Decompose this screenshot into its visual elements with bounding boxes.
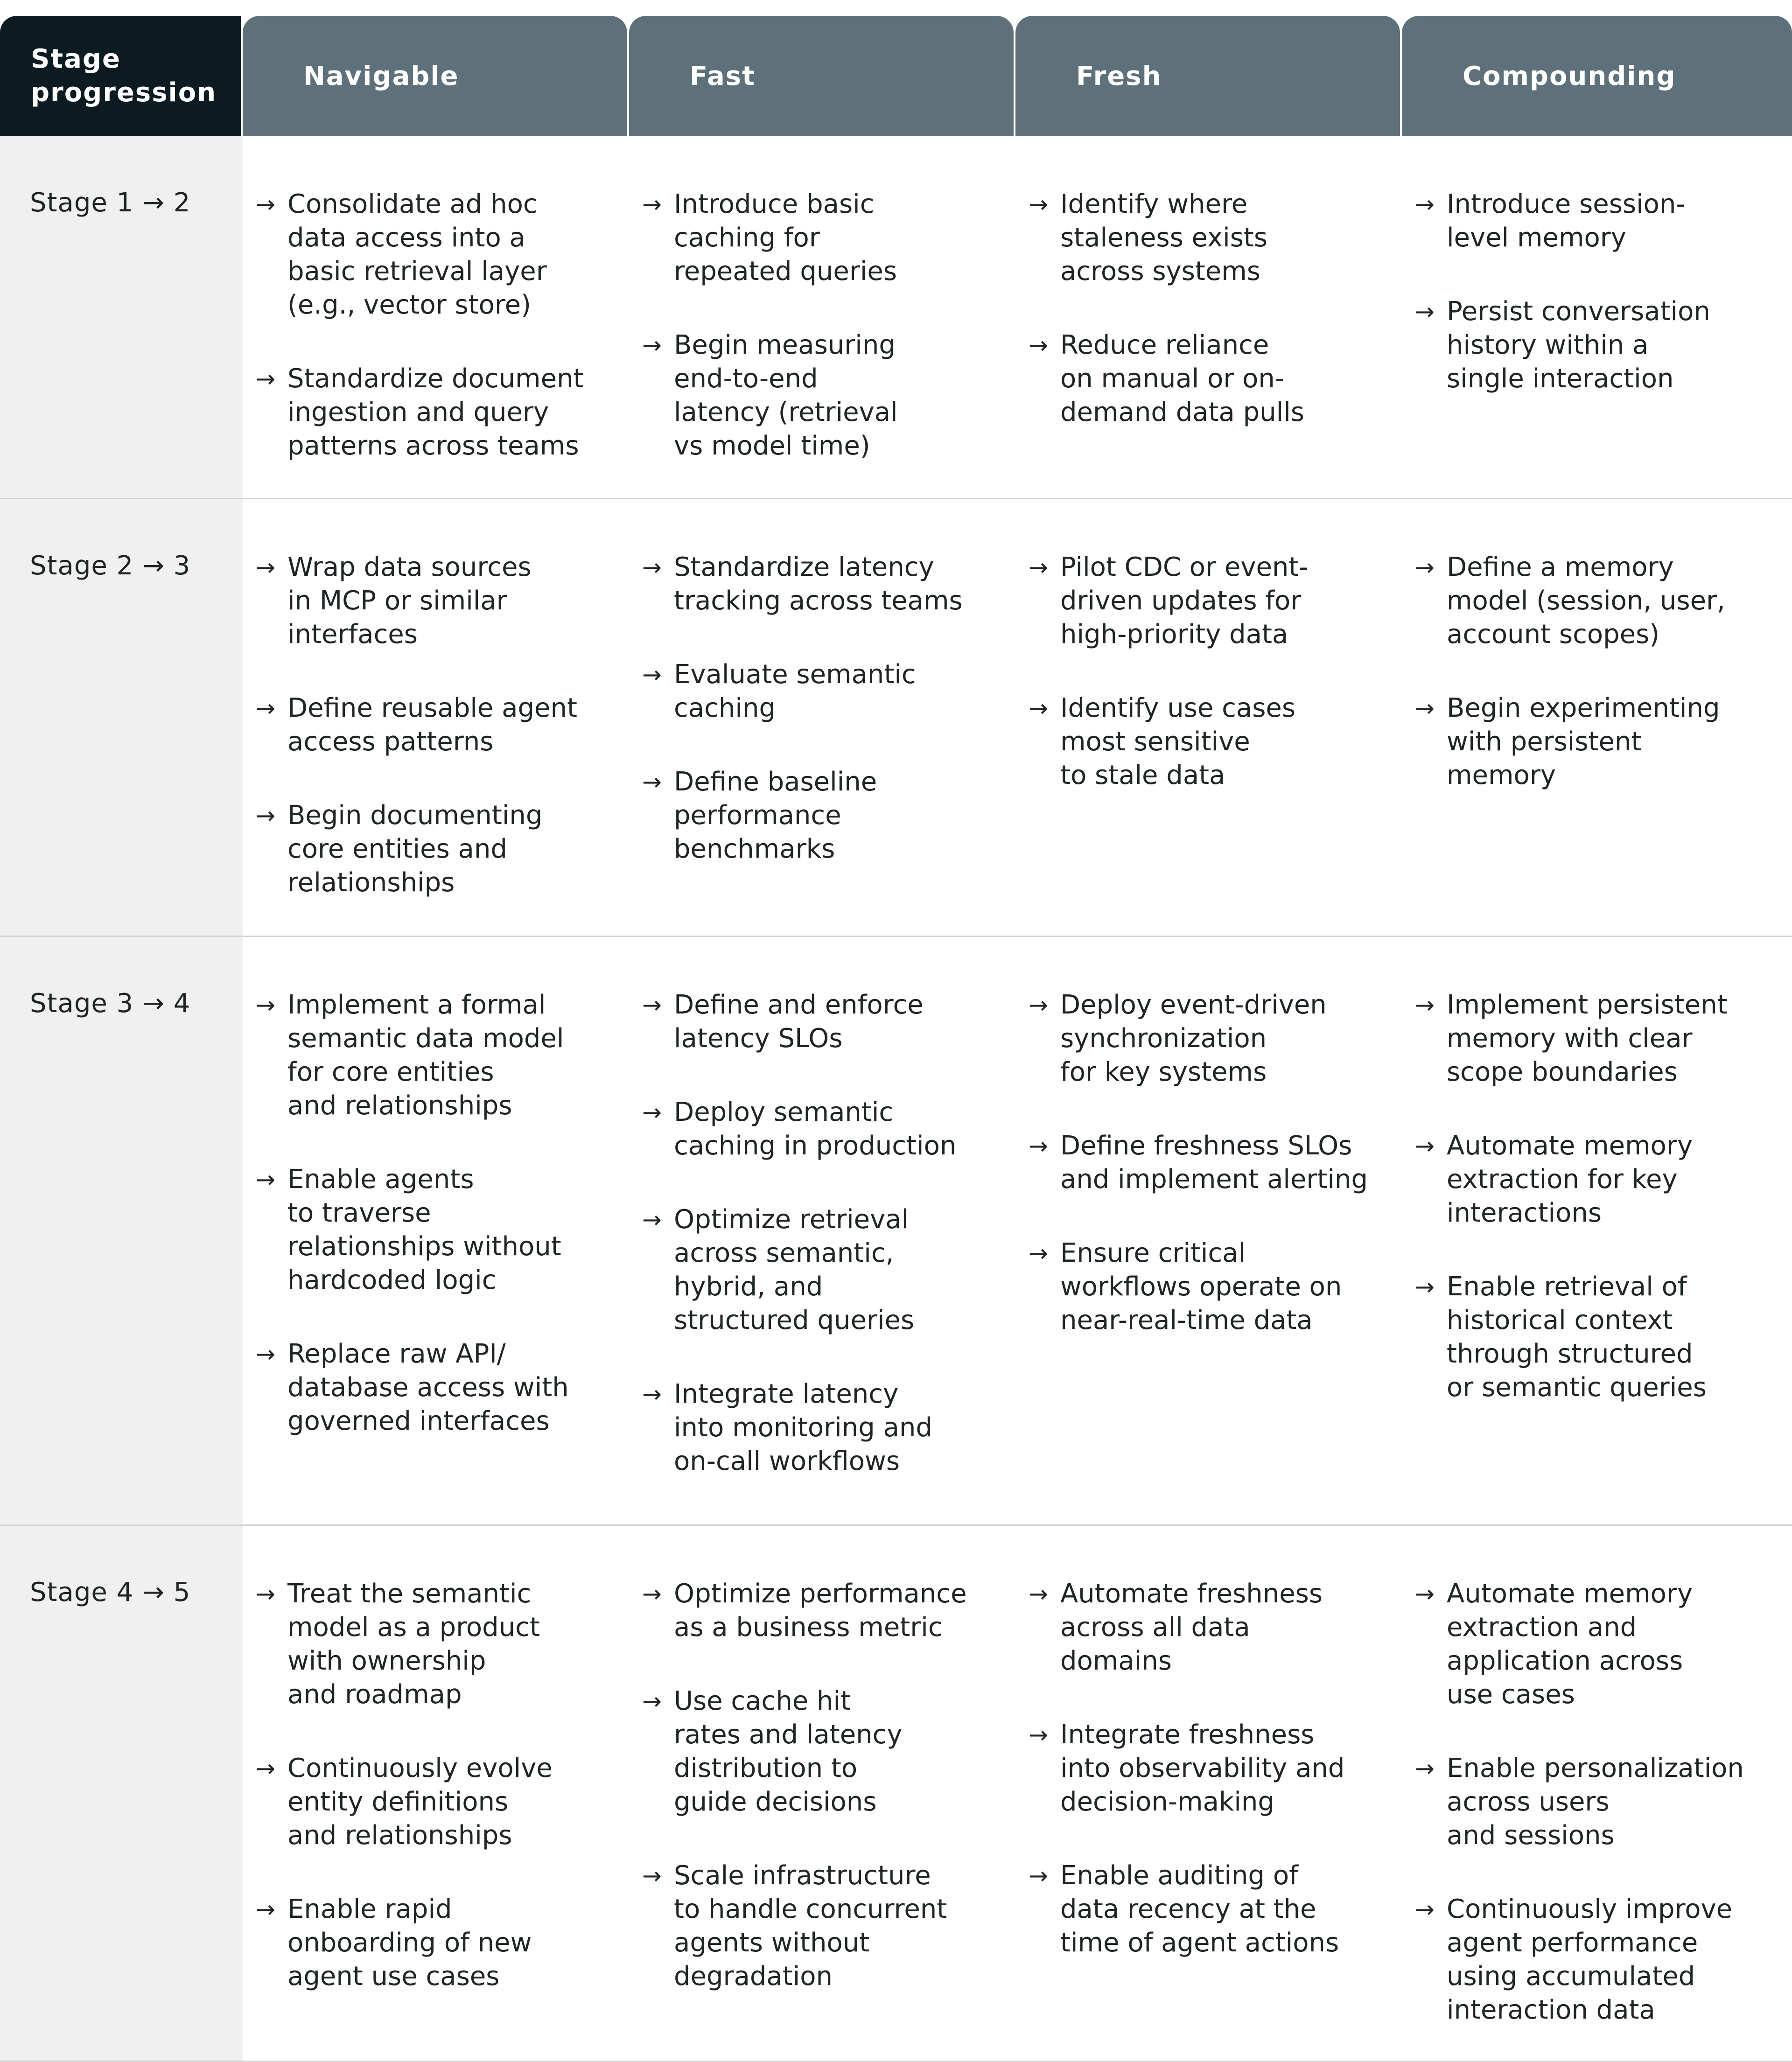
cell-fresh bbox=[1015, 1526, 1402, 2062]
column-header-fast bbox=[629, 16, 1014, 136]
action-item-text: Identify where staleness exists across systems bbox=[1060, 189, 1268, 287]
cell-compounding bbox=[1402, 937, 1792, 1526]
arrow-right-icon: → bbox=[256, 1896, 275, 1923]
action-item bbox=[1415, 1893, 1773, 2027]
action-item bbox=[1029, 1577, 1383, 1678]
arrow-right-icon: → bbox=[1415, 1896, 1435, 1923]
action-item-text: Continuously evolve entity definitions and relationships bbox=[287, 1753, 553, 1851]
column-header-label: Navigable bbox=[303, 61, 459, 91]
arrow-right-icon: → bbox=[642, 1580, 662, 1608]
column-header-label: Fast bbox=[690, 61, 756, 91]
action-item bbox=[1415, 1270, 1773, 1405]
cell-navigable bbox=[243, 136, 629, 499]
cell-fast bbox=[629, 1526, 1015, 2062]
action-item-text: Automate freshness across all data domains bbox=[1060, 1579, 1323, 1676]
arrow-right-icon: → bbox=[1415, 992, 1435, 1019]
action-item-text: Optimize retrieval across semantic, hybrid, and structured queries bbox=[674, 1204, 915, 1335]
action-item bbox=[256, 1163, 610, 1297]
action-item-text: Enable agents to traverse relationships without hardcoded logic bbox=[287, 1164, 561, 1295]
action-item bbox=[1029, 1718, 1383, 1819]
action-item bbox=[1029, 1859, 1383, 1960]
action-item-text: Ensure critical workflows operate on near-real-time data bbox=[1060, 1238, 1342, 1335]
action-item bbox=[256, 799, 610, 900]
arrow-right-icon: → bbox=[642, 554, 662, 581]
action-item-text: Deploy event-driven synchronization for key systems bbox=[1060, 990, 1327, 1087]
action-item bbox=[642, 551, 997, 618]
action-item-text: Begin experimenting with persistent memory bbox=[1447, 693, 1720, 790]
action-item-text: Persist conversation history within a single interaction bbox=[1447, 296, 1710, 394]
arrow-right-icon: → bbox=[1415, 1273, 1435, 1300]
arrow-right-icon: → bbox=[1029, 695, 1048, 722]
action-item-text: Reduce reliance on manual or on- demand data pulls bbox=[1060, 330, 1304, 427]
top-spacer bbox=[1015, 0, 1402, 16]
action-item-text: Implement a formal semantic data model for core entities and relationships bbox=[287, 990, 564, 1121]
arrow-right-icon: → bbox=[1415, 191, 1435, 218]
action-item bbox=[256, 1577, 610, 1712]
action-item bbox=[1415, 551, 1773, 651]
arrow-right-icon: → bbox=[256, 1341, 275, 1368]
action-item bbox=[642, 1859, 997, 1993]
arrow-right-icon: → bbox=[256, 992, 275, 1019]
action-item-text: Identify use cases most sensitive to stale data bbox=[1060, 693, 1296, 790]
action-item-text: Define freshness SLOs and implement alerting bbox=[1060, 1131, 1368, 1195]
action-item-text: Treat the semantic model as a product with ownership and roadmap bbox=[287, 1579, 540, 1710]
arrow-right-icon: → bbox=[1029, 1721, 1048, 1748]
action-item bbox=[1415, 988, 1773, 1089]
column-header-label: Compounding bbox=[1463, 61, 1676, 91]
action-item-text: Evaluate semantic caching bbox=[674, 659, 916, 723]
action-item bbox=[256, 362, 610, 463]
action-item bbox=[642, 1685, 997, 1819]
action-item-text: Define a memory model (session, user, account scopes) bbox=[1447, 552, 1725, 650]
arrow-right-icon: → bbox=[256, 1755, 275, 1782]
action-item bbox=[256, 1752, 610, 1852]
action-item-text: Automate memory extraction and application across use cases bbox=[1447, 1579, 1693, 1710]
arrow-right-icon: → bbox=[1029, 191, 1048, 218]
action-item-text: Define baseline performance benchmarks bbox=[674, 767, 877, 864]
action-item bbox=[642, 329, 997, 463]
cell-navigable bbox=[243, 499, 629, 937]
column-header-compounding bbox=[1402, 16, 1792, 136]
arrow-right-icon: → bbox=[642, 992, 662, 1019]
arrow-right-icon: → bbox=[1415, 1580, 1435, 1608]
action-item bbox=[256, 1893, 610, 1993]
arrow-right-icon: → bbox=[1415, 298, 1435, 325]
cell-compounding bbox=[1402, 136, 1792, 499]
cell-fresh bbox=[1015, 499, 1402, 937]
action-item bbox=[1029, 551, 1383, 651]
action-item-text: Deploy semantic caching in production bbox=[674, 1097, 957, 1161]
arrow-right-icon: → bbox=[1415, 1132, 1435, 1160]
action-item-text: Define reusable agent access patterns bbox=[287, 693, 577, 757]
arrow-right-icon: → bbox=[1029, 992, 1048, 1019]
arrow-right-icon: → bbox=[1029, 1132, 1048, 1160]
cell-compounding bbox=[1402, 499, 1792, 937]
cell-navigable bbox=[243, 937, 629, 1526]
action-item bbox=[256, 551, 610, 651]
action-item bbox=[1415, 1577, 1773, 1712]
arrow-right-icon: → bbox=[1029, 554, 1048, 581]
action-item bbox=[1415, 295, 1773, 396]
corner-header bbox=[0, 16, 241, 136]
action-item bbox=[642, 765, 997, 866]
action-item-text: Use cache hit rates and latency distribution to guide decisions bbox=[674, 1686, 903, 1817]
action-item bbox=[1029, 188, 1383, 288]
column-header-navigable bbox=[243, 16, 627, 136]
action-item-text: Begin documenting core entities and relationships bbox=[287, 800, 543, 898]
arrow-right-icon: → bbox=[1029, 1240, 1048, 1267]
action-item-text: Introduce basic caching for repeated queries bbox=[674, 189, 897, 287]
action-item bbox=[1029, 1237, 1383, 1337]
action-item bbox=[256, 188, 610, 322]
cell-fast bbox=[629, 937, 1015, 1526]
arrow-right-icon: → bbox=[642, 1688, 662, 1715]
arrow-right-icon: → bbox=[642, 1206, 662, 1233]
action-item bbox=[1029, 1129, 1383, 1196]
action-item-text: Enable personalization across users and sessions bbox=[1447, 1753, 1744, 1851]
action-item-text: Optimize performance as a business metric bbox=[674, 1579, 967, 1643]
cell-fast bbox=[629, 136, 1015, 499]
action-item bbox=[256, 1337, 610, 1438]
corner-header-label: Stage progression bbox=[31, 44, 217, 108]
arrow-right-icon: → bbox=[642, 191, 662, 218]
top-spacer bbox=[0, 0, 243, 16]
arrow-right-icon: → bbox=[1029, 1580, 1048, 1608]
arrow-right-icon: → bbox=[256, 191, 275, 218]
action-item bbox=[1415, 692, 1773, 792]
action-item bbox=[642, 188, 997, 288]
action-item-text: Standardize document ingestion and query patterns across teams bbox=[287, 363, 584, 461]
action-item-text: Enable retrieval of historical context through structured or semantic queries bbox=[1447, 1272, 1707, 1403]
arrow-right-icon: → bbox=[256, 695, 275, 722]
column-header-label: Fresh bbox=[1076, 61, 1162, 91]
action-item bbox=[1415, 1129, 1773, 1230]
action-item-text: Enable auditing of data recency at the time of agent actions bbox=[1060, 1860, 1339, 1958]
action-item-text: Define and enforce latency SLOs bbox=[674, 990, 924, 1054]
action-item bbox=[1029, 329, 1383, 429]
action-item-text: Integrate freshness into observability and decision-making bbox=[1060, 1719, 1345, 1817]
arrow-right-icon: → bbox=[1415, 695, 1435, 722]
arrow-right-icon: → bbox=[1029, 332, 1048, 359]
action-item-text: Continuously improve agent performance using accumulated interaction data bbox=[1447, 1894, 1733, 2025]
arrow-right-icon: → bbox=[256, 1580, 275, 1608]
column-header-fresh bbox=[1015, 16, 1400, 136]
top-spacer bbox=[1402, 0, 1792, 16]
arrow-right-icon: → bbox=[1029, 1862, 1048, 1889]
action-item bbox=[642, 1377, 997, 1478]
arrow-right-icon: → bbox=[1415, 1755, 1435, 1782]
top-spacer bbox=[243, 0, 629, 16]
stage-label: Stage 2 → 3 bbox=[0, 499, 243, 937]
action-item-text: Begin measuring end-to-end latency (retrieval vs model time) bbox=[674, 330, 898, 461]
cell-fresh bbox=[1015, 937, 1402, 1526]
action-item bbox=[1415, 188, 1773, 255]
action-item-text: Introduce session- level memory bbox=[1447, 189, 1686, 253]
action-item-text: Integrate latency into monitoring and on-call workflows bbox=[674, 1379, 932, 1476]
action-item bbox=[1415, 1752, 1773, 1852]
stage-label: Stage 3 → 4 bbox=[0, 937, 243, 1526]
stage-label: Stage 1 → 2 bbox=[0, 136, 243, 499]
arrow-right-icon: → bbox=[1415, 554, 1435, 581]
stage-label: Stage 4 → 5 bbox=[0, 1526, 243, 2062]
action-item-text: Pilot CDC or event- driven updates for high-priority data bbox=[1060, 552, 1309, 650]
arrow-right-icon: → bbox=[642, 769, 662, 796]
action-item-text: Enable rapid onboarding of new agent use cases bbox=[287, 1894, 532, 1992]
action-item bbox=[642, 658, 997, 725]
arrow-right-icon: → bbox=[642, 661, 662, 688]
arrow-right-icon: → bbox=[642, 1381, 662, 1408]
arrow-right-icon: → bbox=[256, 554, 275, 581]
arrow-right-icon: → bbox=[642, 1862, 662, 1889]
action-item-text: Replace raw API/ database access with governed interfaces bbox=[287, 1339, 569, 1436]
action-item bbox=[642, 988, 997, 1055]
arrow-right-icon: → bbox=[642, 332, 662, 359]
action-item-text: Wrap data sources in MCP or similar interfaces bbox=[287, 552, 532, 650]
action-item bbox=[642, 1096, 997, 1163]
action-item bbox=[642, 1203, 997, 1337]
action-item bbox=[256, 988, 610, 1123]
arrow-right-icon: → bbox=[256, 802, 275, 829]
action-item bbox=[642, 1577, 997, 1644]
arrow-right-icon: → bbox=[642, 1099, 662, 1126]
top-spacer bbox=[629, 0, 1015, 16]
action-item-text: Standardize latency tracking across teams bbox=[674, 552, 963, 616]
action-item-text: Implement persistent memory with clear scope boundaries bbox=[1447, 990, 1728, 1087]
action-item bbox=[256, 692, 610, 759]
arrow-right-icon: → bbox=[256, 1166, 275, 1193]
action-item-text: Scale infrastructure to handle concurrent agents without degradation bbox=[674, 1860, 947, 1992]
action-item bbox=[1029, 692, 1383, 792]
cell-navigable bbox=[243, 1526, 629, 2062]
cell-fresh bbox=[1015, 136, 1402, 499]
arrow-right-icon: → bbox=[256, 365, 275, 392]
cell-fast bbox=[629, 499, 1015, 937]
action-item-text: Consolidate ad hoc data access into a basic retrieval layer (e.g., vector store) bbox=[287, 189, 547, 320]
cell-compounding bbox=[1402, 1526, 1792, 2062]
action-item bbox=[1029, 988, 1383, 1089]
action-item-text: Automate memory extraction for key interactions bbox=[1447, 1131, 1693, 1228]
